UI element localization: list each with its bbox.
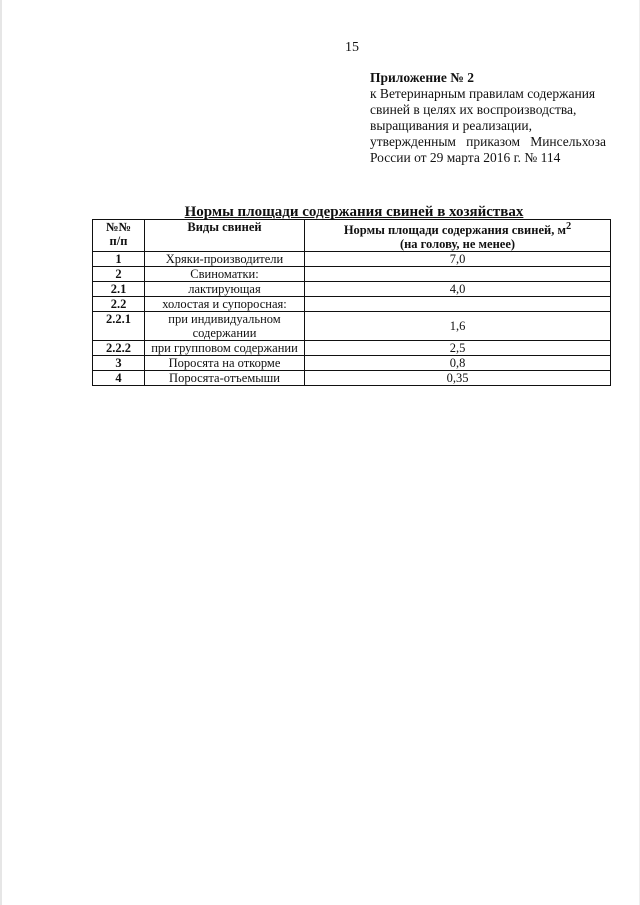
row-value [305, 297, 611, 312]
row-num: 1 [93, 252, 145, 267]
header-num-line2: п/п [109, 234, 128, 248]
row-kind: лактирующая [145, 282, 305, 297]
row-num: 2.2.2 [93, 341, 145, 356]
row-num: 4 [93, 371, 145, 386]
table-row [93, 356, 611, 371]
row-value: 1,6 [305, 312, 611, 341]
table-header-row [93, 220, 611, 252]
table-row [93, 341, 611, 356]
page-number: 15 [345, 40, 359, 55]
row-kind: Хряки-производители [145, 252, 305, 267]
header-kind: Виды свиней [145, 220, 305, 252]
row-kind: Свиноматки: [145, 267, 305, 282]
table-row [93, 252, 611, 267]
row-value: 0,8 [305, 356, 611, 371]
row-kind: Поросята-отъемыши [145, 371, 305, 386]
header-norm [305, 220, 611, 252]
header-norm-sup: 2 [565, 221, 572, 232]
row-num: 3 [93, 356, 145, 371]
table-row [93, 371, 611, 386]
header-norm-line1: Нормы площади содержания свиней, м [343, 223, 566, 238]
appendix-line: выращивания и реализации, [370, 118, 532, 133]
row-value: 7,0 [305, 252, 611, 267]
table-row [93, 312, 611, 341]
norms-table [92, 219, 611, 386]
header-num-line1: №№ [105, 220, 132, 234]
row-value: 0,35 [305, 371, 611, 386]
row-kind: при групповом содержании [145, 341, 305, 356]
row-kind: при индивидуальном содержании [145, 312, 305, 341]
row-value: 2,5 [305, 341, 611, 356]
scan-edge-left [0, 0, 2, 905]
appendix-line: свиней в целях их воспроизводства, [370, 102, 577, 117]
row-num: 2 [93, 267, 145, 282]
header-norm-line2: (на голову, не менее) [399, 237, 516, 252]
row-value [305, 267, 611, 282]
appendix-line: утвержденным приказом Минсельхоза [370, 134, 606, 149]
appendix-block [370, 70, 606, 166]
table-row [93, 297, 611, 312]
appendix-line: к Ветеринарным правилам содержания [370, 86, 596, 101]
appendix-line: России от 29 марта 2016 г. № 114 [370, 150, 561, 165]
table-row [93, 267, 611, 282]
row-kind: Поросята на откорме [145, 356, 305, 371]
row-num: 2.1 [93, 282, 145, 297]
row-value: 4,0 [305, 282, 611, 297]
table-title: Нормы площади содержания свиней в хозяйствах [184, 204, 524, 220]
appendix-title: Приложение № 2 [370, 70, 474, 85]
row-num: 2.2 [93, 297, 145, 312]
row-num: 2.2.1 [93, 312, 145, 341]
row-kind: холостая и супоросная: [145, 297, 305, 312]
table-row [93, 282, 611, 297]
header-num [93, 220, 145, 252]
